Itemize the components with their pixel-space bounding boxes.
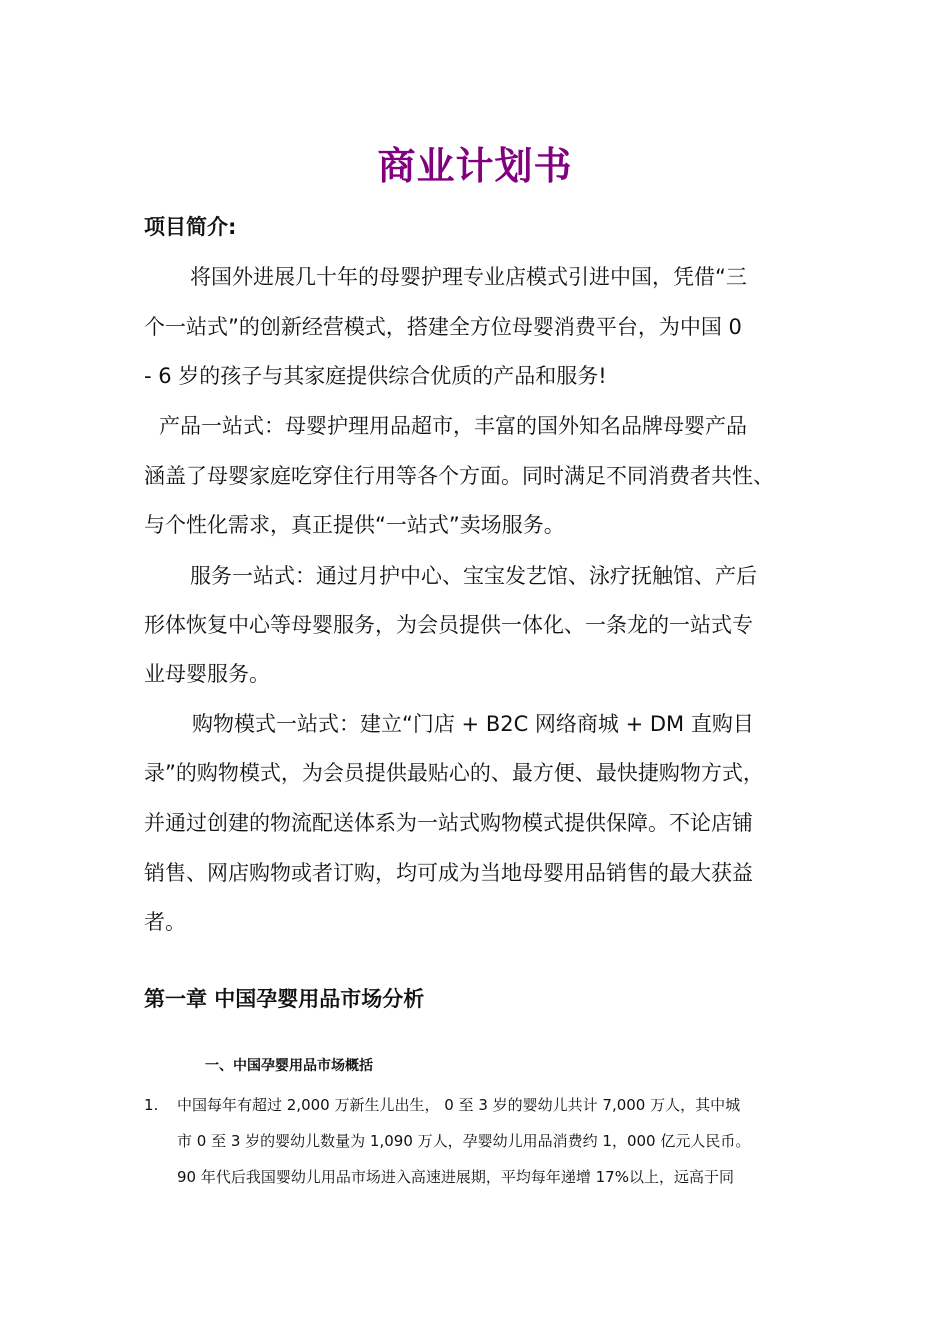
intro-paragraph-line: 个一站式”的创新经营模式，搭建全方位母婴消费平台，为中国 0: [144, 315, 742, 339]
intro-paragraph-line: 与个性化需求，真正提供“一站式”卖场服务。: [144, 513, 565, 537]
intro-paragraph-line: 销售、网店购物或者订购，均可成为当地母婴用品销售的最大获益: [144, 861, 753, 885]
list-item-line: 市 0 至 3 岁的婴幼儿数量为 1,090 万人，孕婴幼儿用品消费约 1，000 亿元人民币。: [177, 1132, 751, 1150]
intro-paragraph-line: 录”的购物模式，为会员提供最贴心的、最方便、最快捷购物方式，: [144, 761, 764, 785]
section-heading: 一、中国孕婴用品市场概括: [205, 1058, 373, 1074]
intro-paragraph-line: 将国外进展几十年的母婴护理专业店模式引进中国，凭借“三: [190, 265, 747, 289]
intro-paragraph-line: 服务一站式：通过月护中心、宝宝发艺馆、泳疗抚触馆、产后: [190, 564, 757, 588]
list-item-line: 90 年代后我国婴幼儿用品市场进入高速进展期，平均每年递增 17%以上，远高于同: [177, 1168, 734, 1186]
intro-paragraph-line: 产品一站式：母婴护理用品超市，丰富的国外知名品牌母婴产品: [159, 414, 747, 438]
intro-paragraph-line: 业母婴服务。: [144, 662, 270, 686]
intro-heading: 项目简介:: [144, 215, 237, 239]
list-item-number: 1.: [144, 1096, 159, 1114]
intro-paragraph-line: 涵盖了母婴家庭吃穿住行用等各个方面。同时满足不同消费者共性、: [144, 464, 774, 488]
intro-paragraph-line: - 6 岁的孩子与其家庭提供综合优质的产品和服务!: [144, 364, 607, 388]
intro-paragraph-line: 并通过创建的物流配送体系为一站式购物模式提供保障。不论店铺: [144, 811, 753, 835]
intro-paragraph-line: 购物模式一站式：建立“门店 + B2C 网络商城 + DM 直购目: [192, 712, 754, 736]
chapter-heading: 第一章 中国孕婴用品市场分析: [144, 987, 425, 1011]
intro-paragraph-line: 形体恢复中心等母婴服务，为会员提供一体化、一条龙的一站式专: [144, 613, 753, 637]
list-item-line: 中国每年有超过 2,000 万新生儿出生， 0 至 3 岁的婴幼儿共计 7,000 万人，其中城: [177, 1096, 741, 1114]
document-title: 商业计划书: [377, 144, 573, 188]
intro-paragraph-line: 者。: [144, 910, 186, 934]
